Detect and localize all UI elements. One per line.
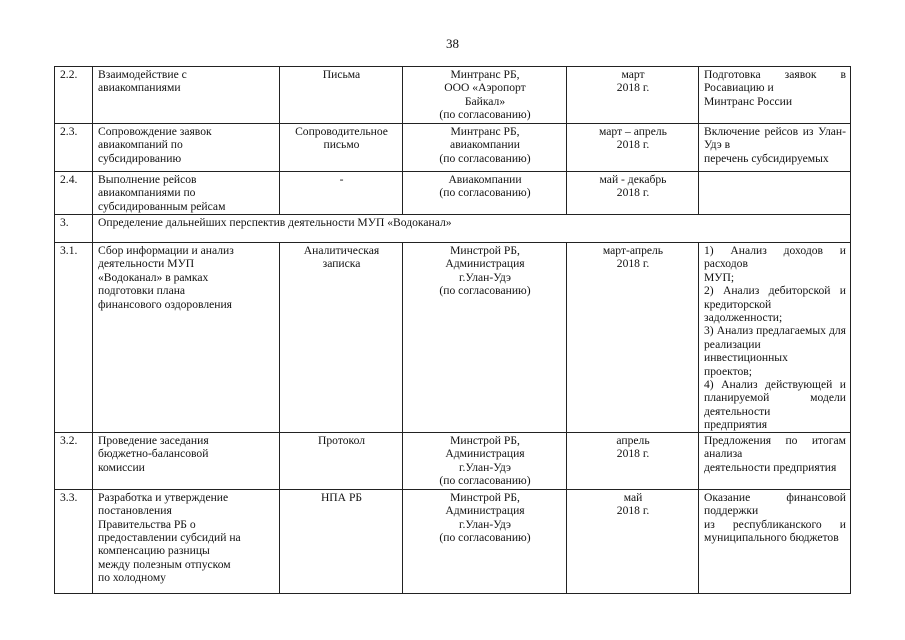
cell-expected-result-line: из республиканского и — [704, 517, 846, 531]
cell-deadline-line: апрель — [616, 433, 650, 447]
cell-expected-result — [699, 172, 851, 215]
cell-deadline-line: март – апрель — [599, 125, 667, 138]
cell-event-line: постановления — [98, 504, 172, 518]
cell-responsible-line: Минстрой РБ, — [450, 244, 520, 257]
cell-number: 3. — [55, 215, 93, 243]
cell-responsible-line: Администрация — [445, 257, 525, 271]
cell-document-type — [280, 243, 403, 433]
cell-event-line: Разработка и утверждение — [98, 490, 229, 504]
cell-event-line: «Водоканал» в рамках — [98, 270, 209, 284]
cell-document-type-line: Протокол — [318, 433, 365, 447]
cell-deadline-line: 2018 г. — [616, 257, 650, 271]
cell-responsible-line: Минстрой РБ, — [450, 433, 520, 447]
cell-event — [93, 489, 280, 593]
cell-responsible — [403, 243, 567, 433]
table-row — [55, 172, 851, 215]
section-title: Определение дальнейших перспектив деятельности МУП «Водоканал» — [93, 215, 851, 243]
cell-expected-result-line: Минтранс России — [704, 94, 793, 108]
cell-document-type-line: записка — [322, 257, 361, 271]
cell-expected-result-line: Предложения по итогам анализа — [704, 433, 846, 461]
cell-responsible-line: г.Улан-Удэ — [459, 517, 511, 531]
cell-responsible-line: г.Улан-Удэ — [459, 270, 511, 284]
cell-expected-result-line: 2) Анализ дебиторской и — [704, 284, 846, 298]
table-row — [55, 243, 851, 433]
cell-deadline-line: май - декабрь — [599, 173, 667, 186]
cell-document-type — [280, 172, 403, 215]
cell-deadline — [567, 243, 699, 433]
cell-event-line: Сопровождение заявок — [98, 125, 212, 138]
cell-event — [93, 432, 280, 489]
cell-responsible-line: (по согласованию) — [439, 151, 531, 165]
cell-document-type — [280, 489, 403, 593]
cell-deadline — [567, 67, 699, 124]
cell-deadline-line: май — [623, 490, 643, 504]
cell-responsible — [403, 432, 567, 489]
cell-responsible — [403, 172, 567, 215]
cell-expected-result-line: проектов; — [704, 364, 752, 378]
action-plan-table — [54, 66, 851, 594]
cell-responsible-line: Байкал» — [464, 94, 506, 108]
cell-expected-result-line: муниципального бюджетов — [704, 530, 839, 544]
cell-document-type-line: Аналитическая — [303, 244, 380, 257]
cell-event-line: Взаимодействие с — [98, 68, 187, 81]
cell-event-line: авиакомпаниями — [98, 81, 181, 95]
page-number: 38 — [446, 36, 459, 51]
cell-expected-result-line: перечень субсидируемых — [704, 151, 829, 165]
cell-event — [93, 243, 280, 433]
cell-document-type-line: - — [339, 173, 344, 186]
cell-event-line: Выполнение рейсов — [98, 173, 197, 186]
cell-expected-result-line: Включение рейсов из Улан-Удэ в — [704, 125, 846, 152]
table-row — [55, 124, 851, 172]
table-row — [55, 489, 851, 593]
cell-event-line: Сбор информации и анализ — [98, 244, 234, 257]
cell-event — [93, 124, 280, 172]
cell-expected-result-line: кредиторской задолженности; — [704, 297, 783, 325]
cell-document-type-line: письмо — [323, 138, 360, 152]
cell-deadline-line: март — [621, 68, 645, 81]
cell-event-line: деятельности МУП — [98, 257, 195, 271]
cell-responsible-line: (по согласованию) — [439, 473, 531, 487]
cell-expected-result-line: деятельности предприятия — [704, 460, 837, 474]
cell-responsible-line: Минтранс РБ, — [450, 68, 520, 81]
table-row — [55, 67, 851, 124]
cell-deadline-line: 2018 г. — [616, 81, 650, 95]
cell-responsible-line: (по согласованию) — [439, 530, 531, 544]
table-row — [55, 432, 851, 489]
cell-number: 3.3. — [55, 489, 93, 593]
cell-number: 2.2. — [55, 67, 93, 124]
cell-event-line: между полезным отпуском — [98, 557, 231, 571]
cell-deadline-line: 2018 г. — [616, 138, 650, 152]
cell-event-line: Правительства РБ о — [98, 517, 196, 531]
cell-expected-result — [699, 243, 851, 433]
cell-event-line: финансового оздоровления — [98, 297, 233, 311]
cell-expected-result-line: МУП; — [704, 270, 735, 284]
cell-document-type-line: Сопроводительное — [295, 125, 388, 138]
cell-deadline-line: март-апрель — [602, 244, 664, 257]
cell-number: 3.1. — [55, 243, 93, 433]
cell-document-type-line: Письма — [322, 68, 361, 81]
cell-event-line: по холодному — [98, 571, 166, 585]
cell-expected-result — [699, 489, 851, 593]
cell-event-line: бюджетно-балансовой — [98, 447, 209, 461]
cell-event-line: предоставлении субсидий на — [98, 530, 241, 544]
cell-responsible — [403, 489, 567, 593]
cell-responsible-line: г.Улан-Удэ — [459, 460, 511, 474]
cell-responsible-line: (по согласованию) — [439, 284, 531, 298]
table-row — [55, 215, 851, 243]
cell-event — [93, 67, 280, 124]
cell-expected-result-line: 3) Анализ предлагаемых для — [704, 324, 846, 338]
cell-deadline-line: 2018 г. — [616, 186, 650, 200]
cell-deadline — [567, 172, 699, 215]
cell-deadline — [567, 432, 699, 489]
cell-event — [93, 172, 280, 215]
cell-responsible-line: (по согласованию) — [439, 108, 531, 122]
cell-document-type-line: НПА РБ — [320, 490, 363, 504]
cell-event-line: субсидированным рейсам — [98, 199, 226, 213]
cell-responsible — [403, 67, 567, 124]
cell-event-line: авиакомпаний по — [98, 138, 183, 152]
cell-expected-result-line: 1) Анализ доходов и расходов — [704, 244, 846, 271]
cell-deadline — [567, 489, 699, 593]
cell-number: 2.3. — [55, 124, 93, 172]
cell-responsible-line: (по согласованию) — [439, 186, 531, 200]
cell-expected-result-line: Оказание финансовой поддержки — [704, 490, 846, 518]
cell-number: 2.4. — [55, 172, 93, 215]
cell-expected-result — [699, 432, 851, 489]
cell-expected-result-line: 4) Анализ действующей и — [704, 378, 846, 392]
cell-expected-result-line: планируемой модели деятельности — [704, 391, 846, 418]
cell-event-line: субсидированию — [98, 151, 182, 165]
cell-deadline — [567, 124, 699, 172]
cell-deadline-line: 2018 г. — [616, 447, 650, 461]
cell-document-type — [280, 124, 403, 172]
cell-responsible-line: Минтранс РБ, — [450, 125, 520, 138]
cell-responsible-line: Администрация — [445, 447, 525, 461]
cell-number: 3.2. — [55, 432, 93, 489]
cell-responsible — [403, 124, 567, 172]
cell-expected-result-line: предприятия — [704, 418, 768, 432]
cell-event-line: компенсацию разницы — [98, 544, 210, 558]
cell-expected-result — [699, 67, 851, 124]
cell-responsible-line: Минстрой РБ, — [450, 490, 520, 504]
cell-expected-result-line: Подготовка заявок в Росавиацию и — [704, 68, 846, 95]
cell-expected-result — [699, 124, 851, 172]
cell-event-line: Проведение заседания — [98, 433, 209, 447]
cell-responsible-line: Администрация — [445, 504, 525, 518]
cell-document-type — [280, 432, 403, 489]
cell-event-line: подготовки плана — [98, 284, 186, 298]
cell-document-type — [280, 67, 403, 124]
cell-event-line: комиссии — [98, 460, 145, 474]
cell-responsible-line: Авиакомпании — [448, 173, 522, 186]
cell-responsible-line: ООО «Аэропорт — [444, 81, 526, 95]
cell-responsible-line: авиакомпании — [450, 138, 520, 152]
cell-expected-result-line: реализации инвестиционных — [704, 337, 788, 365]
cell-deadline-line: 2018 г. — [616, 504, 650, 518]
cell-event-line: авиакомпаниями по — [98, 186, 196, 200]
